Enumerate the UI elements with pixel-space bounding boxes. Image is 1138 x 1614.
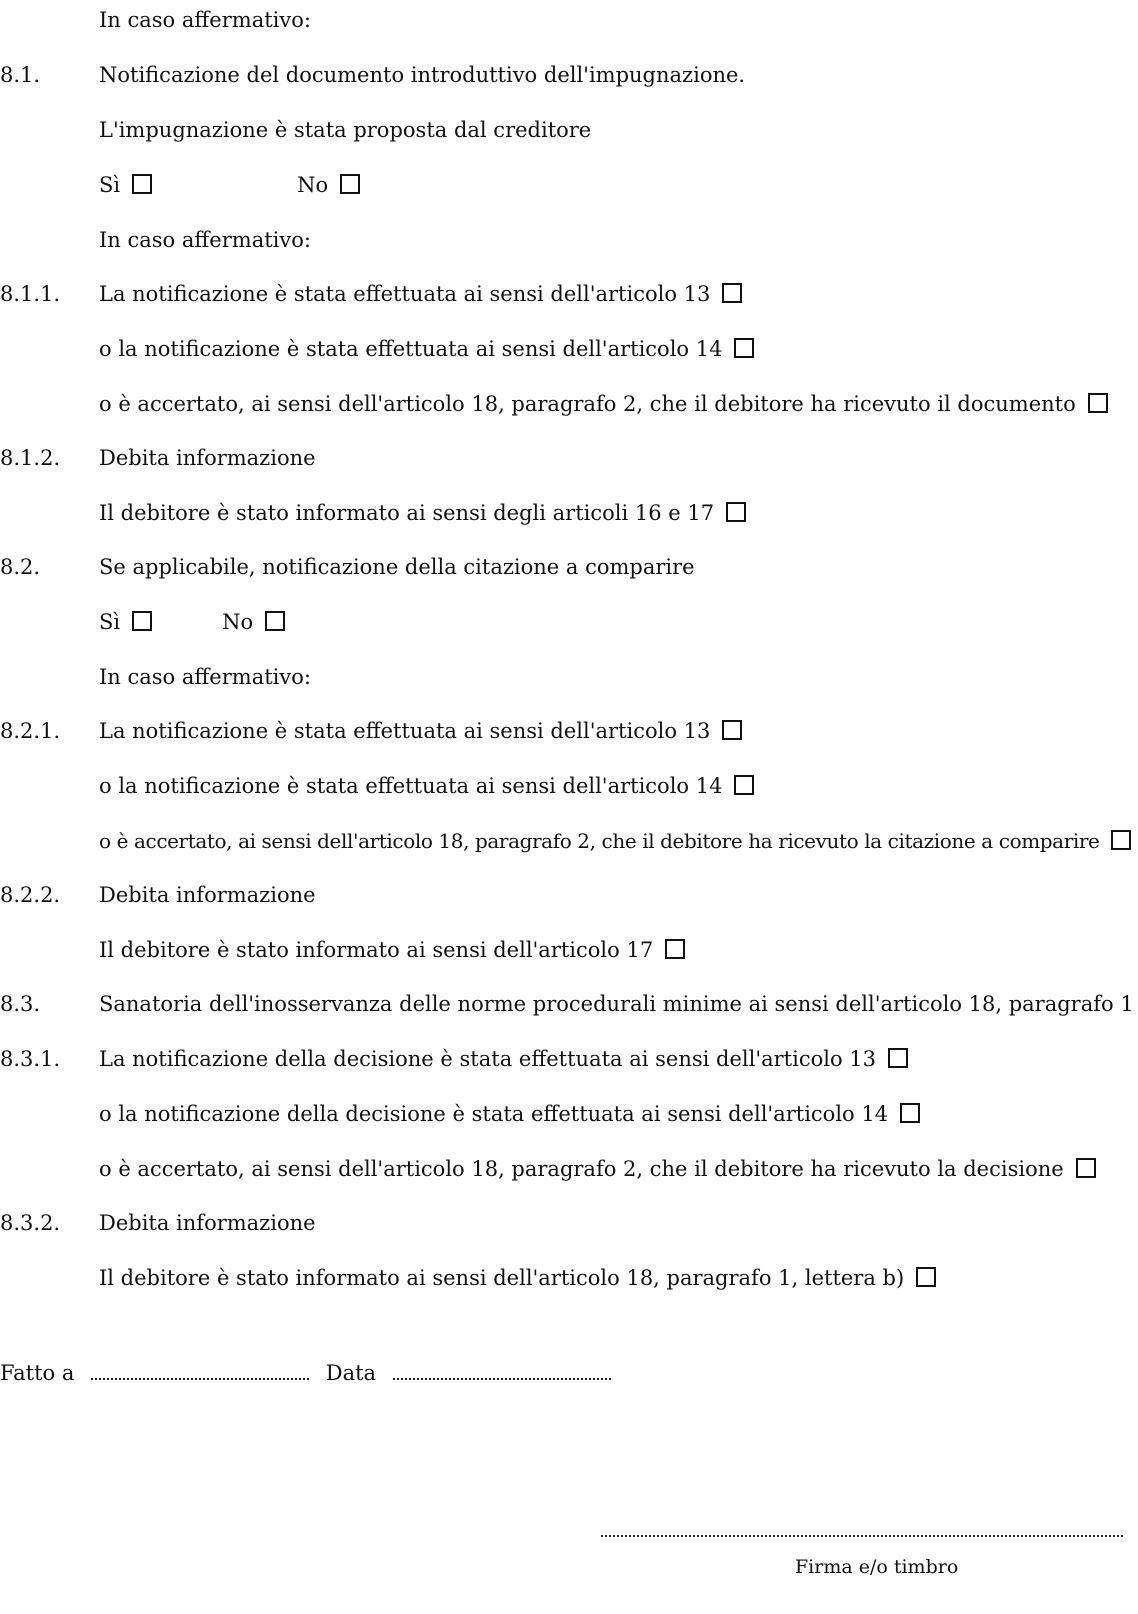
place-label: Fatto a: [0, 1361, 75, 1385]
section-title: Debita informazione: [99, 883, 316, 907]
checkbox[interactable]: [665, 939, 685, 959]
row-text: o la notificazione della decisione è stata effettuata ai sensi dell'articolo 14: [99, 1102, 889, 1126]
yes-no-options: [99, 171, 360, 199]
row-option: [99, 335, 754, 363]
checkbox[interactable]: [734, 775, 754, 795]
row-option: [99, 1155, 1096, 1183]
signature-label: Firma e/o timbro: [795, 1556, 959, 1578]
checkbox[interactable]: [1076, 1158, 1096, 1178]
row-text: Il debitore è stato informato ai sensi dell'articolo 17: [99, 938, 654, 962]
no-label: No: [297, 173, 329, 197]
section-number: 8.3.: [0, 992, 41, 1016]
yes-checkbox[interactable]: [132, 611, 152, 631]
section-title: Notificazione del documento introduttivo dell'impugnazione.: [99, 63, 746, 87]
row-option: [99, 280, 742, 308]
row-text: o è accertato, ai sensi dell'articolo 18, paragrafo 2, che il debitore ha ricevuto il documento: [99, 392, 1076, 416]
row-text: o la notificazione è stata effettuata ai sensi dell'articolo 14: [99, 337, 723, 361]
row-option: [99, 936, 685, 964]
row-text: In caso affermativo:: [99, 665, 311, 689]
section-title: Se applicabile, notificazione della citazione a comparire: [99, 555, 695, 579]
checkbox[interactable]: [916, 1267, 936, 1287]
row-text: In caso affermativo:: [99, 8, 311, 32]
row-text: o è accertato, ai sensi dell'articolo 18, paragrafo 2, che il debitore ha ricevuto la citazione a comparire: [99, 829, 1100, 853]
no-option: [222, 608, 285, 636]
row-option: [99, 827, 1131, 855]
no-option: [297, 171, 360, 199]
checkbox[interactable]: [722, 720, 742, 740]
row-option: [99, 1100, 920, 1128]
yes-option: [99, 608, 152, 636]
section-number: 8.1.1.: [0, 282, 61, 306]
row-text: L'impugnazione è stata proposta dal creditore: [99, 118, 592, 142]
no-checkbox[interactable]: [340, 174, 360, 194]
row-text: Il debitore è stato informato ai sensi dell'articolo 18, paragrafo 1, lettera b): [99, 1266, 905, 1290]
row-text: La notificazione è stata effettuata ai sensi dell'articolo 13: [99, 719, 711, 743]
no-checkbox[interactable]: [265, 611, 285, 631]
section-number: 8.2.2.: [0, 883, 61, 907]
checkbox[interactable]: [900, 1103, 920, 1123]
signature-line[interactable]: [601, 1535, 1123, 1537]
section-title: Debita informazione: [99, 446, 316, 470]
row-option: [99, 772, 754, 800]
checkbox[interactable]: [888, 1048, 908, 1068]
section-number: 8.1.2.: [0, 446, 61, 470]
section-title: Sanatoria dell'inosservanza delle norme procedurali minime ai sensi dell'articolo 18, paragrafo 1: [99, 992, 1134, 1016]
place-field[interactable]: [91, 1360, 309, 1380]
row-text: La notificazione della decisione è stata effettuata ai sensi dell'articolo 13: [99, 1047, 876, 1071]
checkbox[interactable]: [726, 502, 746, 522]
row-text: In caso affermativo:: [99, 228, 311, 252]
section-number: 8.3.1.: [0, 1047, 61, 1071]
section-number: 8.1.: [0, 63, 41, 87]
place-date-row: [0, 1359, 611, 1387]
row-option: [99, 390, 1108, 418]
yes-checkbox[interactable]: [132, 174, 152, 194]
row-option: [99, 717, 742, 745]
row-text: Il debitore è stato informato ai sensi degli articoli 16 e 17: [99, 501, 715, 525]
yes-label: Sì: [99, 610, 121, 634]
section-number: 8.2.1.: [0, 719, 61, 743]
row-text: La notificazione è stata effettuata ai sensi dell'articolo 13: [99, 282, 711, 306]
row-option: [99, 1264, 936, 1292]
row-text: o è accertato, ai sensi dell'articolo 18, paragrafo 2, che il debitore ha ricevuto la decisione: [99, 1157, 1064, 1181]
checkbox[interactable]: [722, 283, 742, 303]
section-number: 8.2.: [0, 555, 41, 579]
checkbox[interactable]: [734, 338, 754, 358]
date-label: Data: [325, 1361, 377, 1385]
section-number: 8.3.2.: [0, 1211, 61, 1235]
yes-no-options: [99, 608, 285, 636]
checkbox[interactable]: [1111, 830, 1131, 850]
yes-label: Sì: [99, 173, 121, 197]
date-field[interactable]: [393, 1360, 611, 1380]
row-option: [99, 499, 746, 527]
row-option: [99, 1045, 908, 1073]
row-text: o la notificazione è stata effettuata ai sensi dell'articolo 14: [99, 774, 723, 798]
section-title: Debita informazione: [99, 1211, 316, 1235]
no-label: No: [222, 610, 254, 634]
yes-option: [99, 171, 152, 199]
checkbox[interactable]: [1088, 393, 1108, 413]
